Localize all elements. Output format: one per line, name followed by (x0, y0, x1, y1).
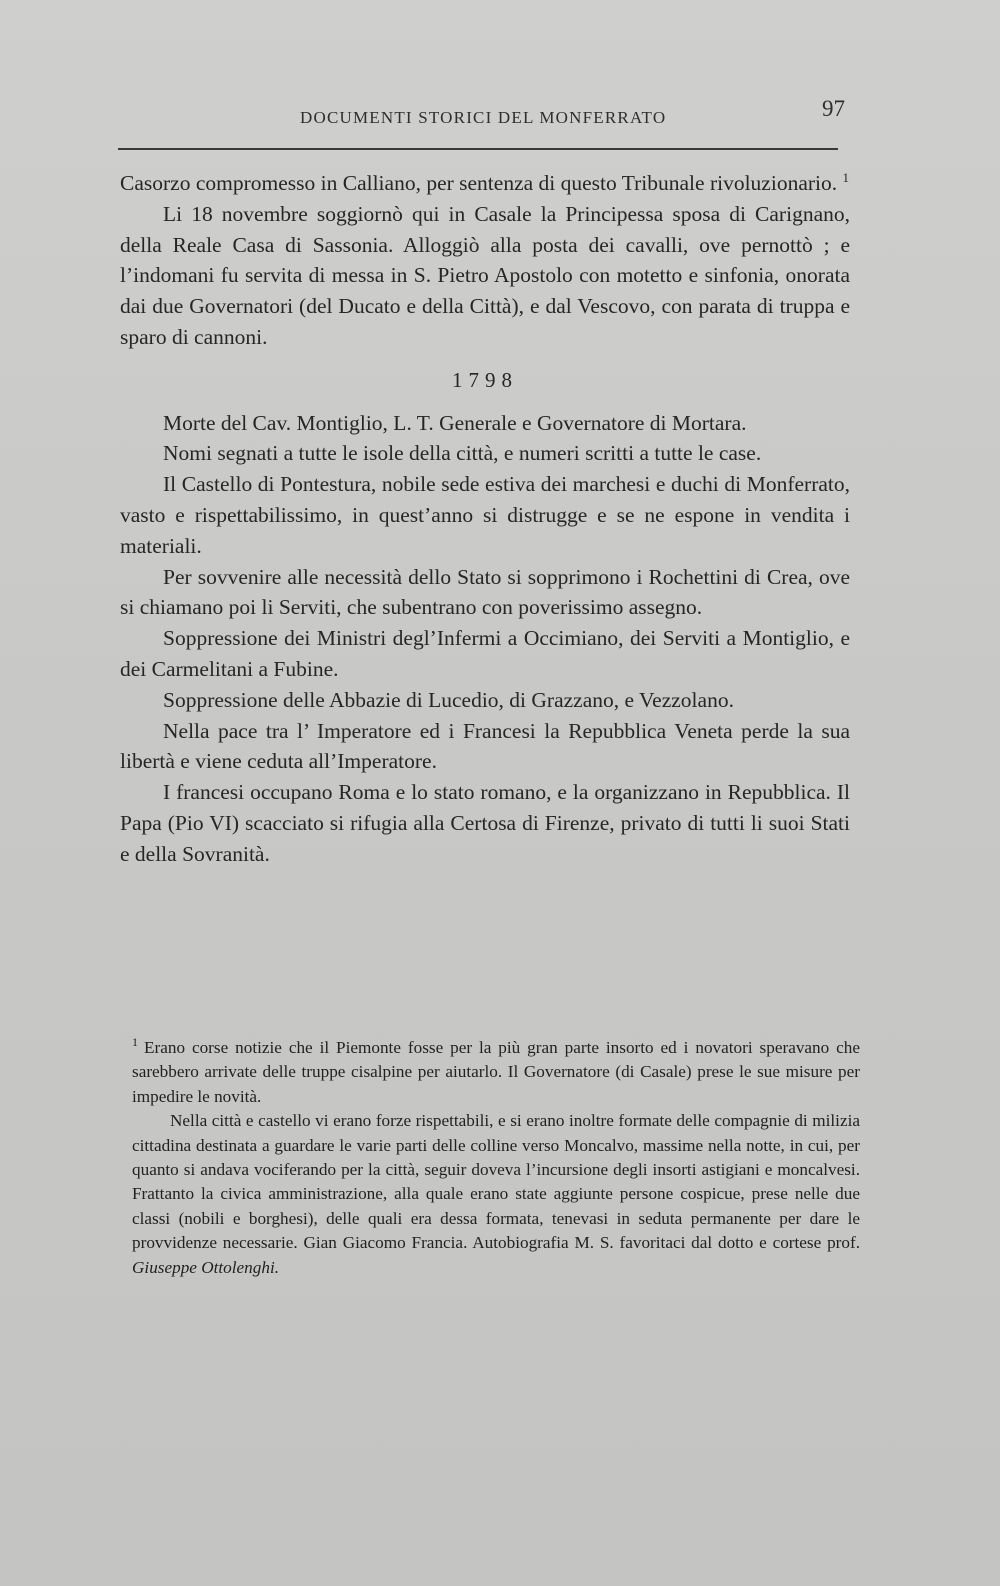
paragraph-7: Soppressione dei Ministri degl’Infermi a Occimiano, dei Serviti a Montiglio, e dei Carmelitani a Fubine. (120, 626, 850, 681)
main-text (120, 168, 850, 870)
paragraph-1 (120, 168, 850, 199)
year-heading: 1798 (452, 367, 518, 392)
paragraph-1-text: Casorzo compromesso in Calliano, per sentenza di questo Tribunale rivoluzionario. (120, 171, 838, 195)
footnote-author: Giuseppe Ottolenghi. (132, 1257, 280, 1277)
footnote-paragraph-1-text: Erano corse notizie che il Piemonte fosse per la più gran parte insorto ed i novatori speravano che sarebbero arrivate delle truppe cisalpine per aiutarlo. Il Governatore (di Casale) prese le sue misure per impedire le novità. (132, 1038, 860, 1106)
footnote-paragraph-2 (132, 1109, 860, 1280)
paragraph-2: Li 18 novembre soggiornò qui in Casale la Principessa sposa di Carignano, della Reale Casa di Sassonia. Alloggiò alla posta dei cavalli, ove pernottò ; e l’indomani fu servita di messa in S. Pietro Apostolo con motetto e sinfonia, onorata dai due Governatori (del Ducato e della Città), e dal Vescovo, con parata di truppa e sparo di cannoni. (120, 201, 850, 349)
paragraph-3: Morte del Cav. Montiglio, L. T. Generale e Governatore di Mortara. (163, 410, 747, 435)
paragraph-9: Nella pace tra l’ Imperatore ed i Francesi la Repubblica Veneta perde la sua libertà e viene ceduta all’Imperatore. (120, 718, 850, 774)
footnote-reference: 1 (842, 169, 849, 185)
paragraph-6: Per sovvenire alle necessità dello Stato si sopprimono i Rochettini di Crea, ove si chiamano poi li Serviti, che subentrano con poverissimo assegno. (120, 564, 850, 620)
footnote-mark: 1 (132, 1035, 138, 1050)
running-header-title: DOCUMENTI STORICI DEL MONFERRATO (300, 108, 667, 127)
footnote-block (132, 1036, 860, 1280)
paragraph-5: Il Castello di Pontestura, nobile sede estiva dei marchesi e duchi di Monferrato, vasto e rispettabilissimo, in quest’anno si distrugge e se ne espone in vendita i materiali. (120, 472, 850, 558)
footnote-paragraph-1 (132, 1036, 860, 1109)
header-rule (118, 148, 838, 150)
paragraph-10: I francesi occupano Roma e lo stato romano, e la organizzano in Repubblica. Il Papa (Pio VI) scacciato si rifugia alla Certosa di Firenze, privato di tutti li suoi Stati e della Sovranità. (120, 780, 850, 866)
footnote-paragraph-2-text: Nella città e castello vi erano forze rispettabili, e si erano inoltre formate delle compagnie di milizia cittadina destinata a guardare le varie parti delle colline verso Moncalvo, massime nella notte, in cui, per quanto si andava vociferando per la città, seguir doveva l’incursione degli insorti astigiani e moncalvesi. Frattanto la civica amministrazione, alla quale erano state aggiunte persone cospicue, prese nelle due classi (nobili e borghesi), delle quali era dessa formata, tenevasi in seduta permanente per dare le provvidenze necessarie. Gian Giacomo Francia. Autobiografia M. S. favoritaci dal dotto e cortese prof. (132, 1111, 860, 1253)
paragraph-8: Soppressione delle Abbazie di Lucedio, di Grazzano, e Vezzolano. (163, 687, 734, 712)
paragraph-4: Nomi segnati a tutte le isole della città, e numeri scritti a tutte le case. (163, 441, 762, 466)
page-number: 97 (822, 96, 845, 121)
